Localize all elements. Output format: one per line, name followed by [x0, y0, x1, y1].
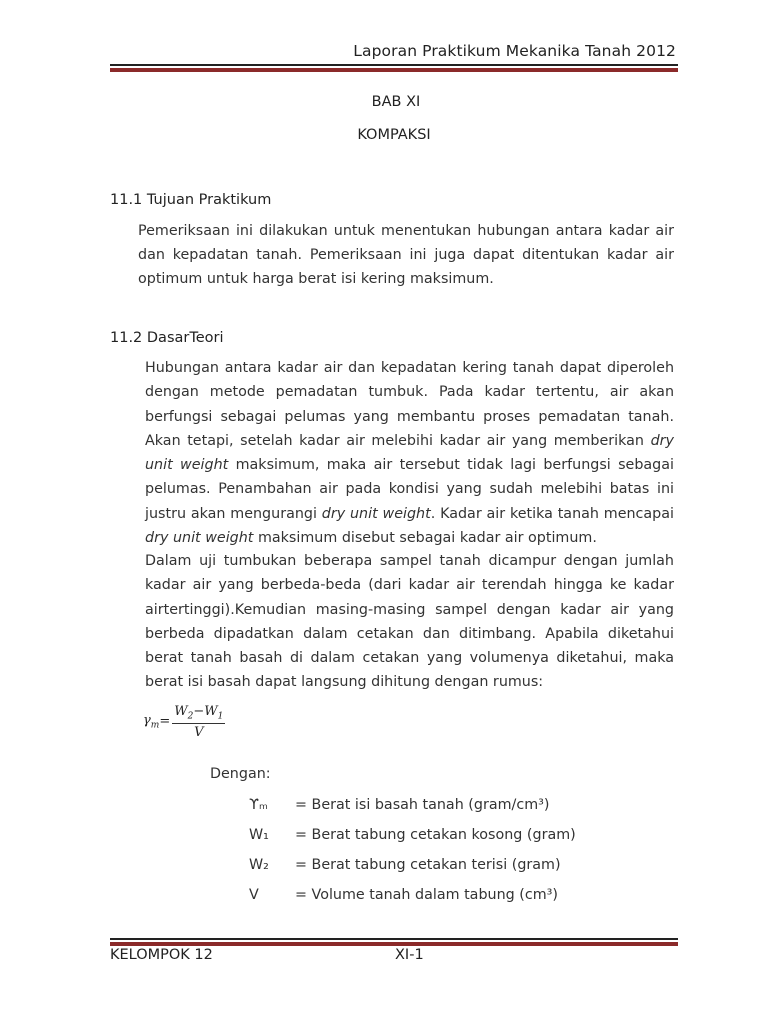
formula-numerator: $W_2-W_1$	[174, 704, 224, 722]
definition-item	[249, 797, 549, 813]
paragraph-text: . Kadar air ketika tanah mencapai	[430, 505, 674, 522]
definition-text: = Volume tanah dalam tabung (cm³)	[295, 887, 558, 903]
paragraph-emphasis: dry unit weight	[145, 530, 254, 547]
section-paragraph-dasar-teori-1	[145, 356, 674, 550]
footer-rule	[110, 938, 678, 946]
header-rule	[110, 64, 678, 72]
footer-page-number: XI-1	[395, 947, 424, 963]
section-paragraph-tujuan: Pemeriksaan ini dilakukan untuk menentukan hubungan antara kadar air dan kepadatan tanah. Pemeriksaan ini juga dapat ditentukan kadar air optimum untuk harga berat isi kering maksimum.	[138, 223, 674, 287]
formula-equals: =	[159, 714, 171, 730]
definition-text: = Berat isi basah tanah (gram/cm³)	[295, 797, 550, 813]
formula-wet-unit-weight	[143, 704, 225, 740]
definition-symbol: W₂	[249, 857, 269, 873]
definition-item	[249, 887, 558, 903]
paragraph-emphasis: dry unit weight	[321, 505, 431, 522]
definition-item	[249, 827, 576, 843]
section-heading-tujuan: 11.1 Tujuan Praktikum	[110, 192, 272, 208]
section-heading-dasar-teori: 11.2 DasarTeori	[110, 330, 224, 346]
definitions-intro: Dengan:	[210, 766, 271, 782]
section-paragraph-dasar-teori-2: Dalam uji tumbukan beberapa sampel tanah dicampur dengan jumlah kadar air yang berbeda-beda (dari kadar air terendah hingga ke kadar airtertinggi).Kemudian masing-masing sampel dengan kadar air yang berbeda dipadatkan dalam cetakan dan ditimbang. Apabila diketahui berat tanah basah di dalam cetakan yang volumenya diketahui, maka berat isi basah dapat langsung dihitung dengan rumus:	[145, 553, 674, 691]
paragraph-text: maksimum disebut sebagai kadar air optimum.	[253, 530, 597, 547]
chapter-number: BAB XI	[371, 94, 421, 110]
formula-denominator: V	[194, 724, 204, 740]
paragraph-emphasis: dry unit weight	[145, 432, 674, 474]
definition-symbol: W₁	[249, 827, 269, 843]
formula-fraction	[172, 704, 225, 740]
definition-text: = Berat tabung cetakan terisi (gram)	[295, 857, 561, 873]
formula-lhs: $\gamma_m$	[143, 713, 160, 731]
paragraph-text: Hubungan antara kadar air dan kepadatan kering tanah dapat diperoleh dengan metode pemadatan tumbuk. Pada kadar tertentu, air akan berfungsi sebagai pelumas yang membantu proses pemadatan tanah. Akan tetapi, setelah kadar air melebihi kadar air yang memberikan	[145, 360, 674, 449]
definition-symbol: ϒₘ	[249, 797, 268, 813]
footer-group: KELOMPOK 12	[110, 947, 213, 963]
paragraph-text: maksimum, maka air tersebut tidak lagi berfungsi sebagai pelumas. Penambahan air pada kondisi yang sudah melebihi batas ini justru akan mengurangi	[145, 457, 674, 522]
definition-item	[249, 857, 561, 873]
definition-symbol: V	[249, 887, 259, 903]
definition-text: = Berat tabung cetakan kosong (gram)	[295, 827, 576, 843]
chapter-title: KOMPAKSI	[357, 127, 431, 143]
header-title: Laporan Praktikum Mekanika Tanah 2012	[353, 42, 676, 60]
